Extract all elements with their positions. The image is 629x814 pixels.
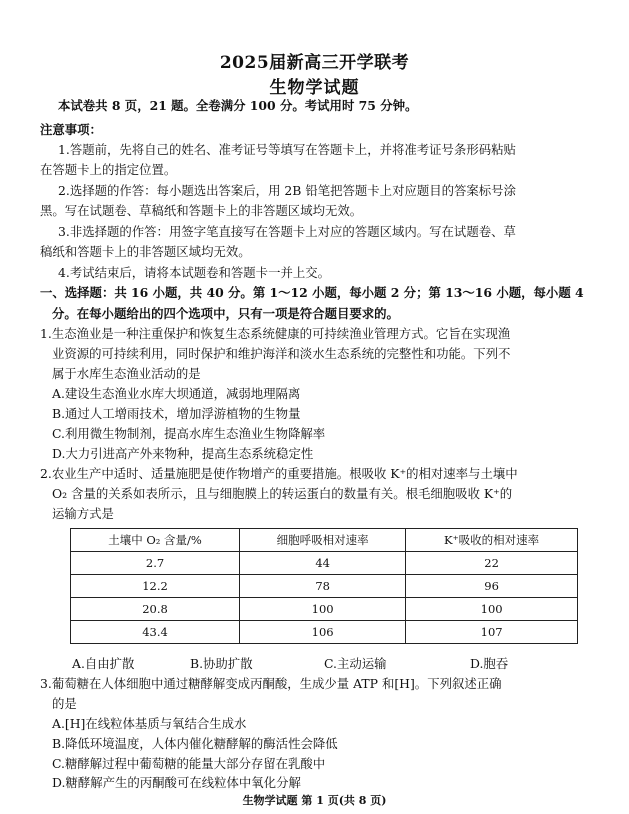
- table-cell: 43.4: [71, 621, 240, 644]
- table-header: 土壤中 O₂ 含量/%: [71, 529, 240, 552]
- table-header-row: [71, 529, 578, 552]
- table-header: 细胞呼吸相对速率: [240, 529, 406, 552]
- table-cell: 78: [240, 575, 406, 598]
- question-3-stem: 3.葡萄糖在人体细胞中通过糖酵解变成丙酮酸，生成少量 ATP 和[H]。下列叙述正确: [40, 676, 502, 691]
- notice-line: 4.考试结束后，请将本试题卷和答题卡一并上交。: [58, 265, 331, 280]
- exam-subject: 生物学试题: [269, 78, 360, 98]
- page-footer: 生物学试题 第 1 页(共 8 页): [242, 794, 387, 807]
- table-cell: 107: [406, 621, 578, 644]
- question-2-options: [72, 654, 629, 670]
- question-3-option-b: B.降低环境温度，人体内催化糖酵解的酶活性会降低: [52, 736, 338, 751]
- question-1-option-c: C.利用微生物制剂，提高水库生态渔业生物降解率: [52, 426, 326, 441]
- table-cell: 106: [240, 621, 406, 644]
- notice-line: 3.非选择题的作答：用签字笔直接写在答题卡上对应的答题区域内。写在试题卷、草: [58, 224, 516, 239]
- question-3-stem: 的是: [52, 696, 77, 711]
- table-cell: 100: [406, 598, 578, 621]
- table-cell: 100: [240, 598, 406, 621]
- question-2-stem: 2.农业生产中适时、适量施肥是使作物增产的重要措施。根吸收 K⁺的相对速率与土壤中: [40, 466, 518, 481]
- notice-heading: 注意事项：: [40, 122, 102, 137]
- table-row: [71, 598, 578, 621]
- question-1-option-b: B.通过人工增雨技术，增加浮游植物的生物量: [52, 406, 301, 421]
- notice-line: 2.选择题的作答：每小题选出答案后，用 2B 铅笔把答题卡上对应题目的答案标号涂: [58, 183, 516, 198]
- exam-summary: 本试卷共 8 页，21 题。全卷满分 100 分。考试用时 75 分钟。: [58, 98, 418, 113]
- notice-line: 黑。写在试题卷、草稿纸和答题卡上的非答题区域均无效。: [40, 203, 363, 218]
- notice-line: 稿纸和答题卡上的非答题区域均无效。: [40, 244, 251, 259]
- question-2-option-c: C.主动运输: [324, 656, 387, 671]
- question-1-option-d: D.大力引进高产外来物种，提高生态系统稳定性: [52, 446, 314, 461]
- section-heading: 一、选择题：共 16 小题，共 40 分。第 1～12 小题，每小题 2 分；第 13～16 小题，每小题 4: [40, 285, 584, 300]
- table-cell: 22: [406, 552, 578, 575]
- table-cell: 2.7: [71, 552, 240, 575]
- table-row: [71, 552, 578, 575]
- question-3-option-d: D.糖酵解产生的丙酮酸可在线粒体中氧化分解: [52, 775, 301, 790]
- question-2-stem: O₂ 含量的关系如表所示，且与细胞膜上的转运蛋白的数量有关。根毛细胞吸收 K⁺的: [52, 486, 513, 501]
- question-1-stem: 属于水库生态渔业活动的是: [52, 366, 201, 381]
- question-2-option-b: B.协助扩散: [190, 656, 253, 671]
- notice-line: 在答题卡上的指定位置。: [40, 162, 177, 177]
- notice-line: 1.答题前，先将自己的姓名、准考证号等填写在答题卡上，并将准考证号条形码粘贴: [58, 142, 516, 157]
- question-1-stem: 1.生态渔业是一种注重保护和恢复生态系统健康的可持续渔业管理方式。它旨在实现渔: [40, 326, 511, 341]
- question-1-stem: 业资源的可持续利用，同时保护和维护海洋和淡水生态系统的完整性和功能。下列不: [52, 346, 511, 361]
- question-2-option-a: A.自由扩散: [72, 656, 135, 671]
- table-cell: 44: [240, 552, 406, 575]
- section-heading-cont: 分。在每小题给出的四个选项中，只有一项是符合题目要求的。: [52, 306, 399, 321]
- table-cell: 96: [406, 575, 578, 598]
- question-3-option-c: C.糖酵解过程中葡萄糖的能量大部分存留在乳酸中: [52, 756, 326, 771]
- data-table: [70, 528, 578, 644]
- table-row: [71, 621, 578, 644]
- table-header: K⁺吸收的相对速率: [406, 529, 578, 552]
- table-row: [71, 575, 578, 598]
- question-3-option-a: A.[H]在线粒体基质与氧结合生成水: [52, 716, 247, 731]
- question-2-option-d: D.胞吞: [470, 656, 509, 671]
- exam-title: 2025届新高三开学联考: [219, 53, 410, 73]
- question-2-stem: 运输方式是: [52, 506, 114, 521]
- table-cell: 20.8: [71, 598, 240, 621]
- question-1-option-a: A.建设生态渔业水库大坝通道，减弱地理隔离: [52, 386, 301, 401]
- table-cell: 12.2: [71, 575, 240, 598]
